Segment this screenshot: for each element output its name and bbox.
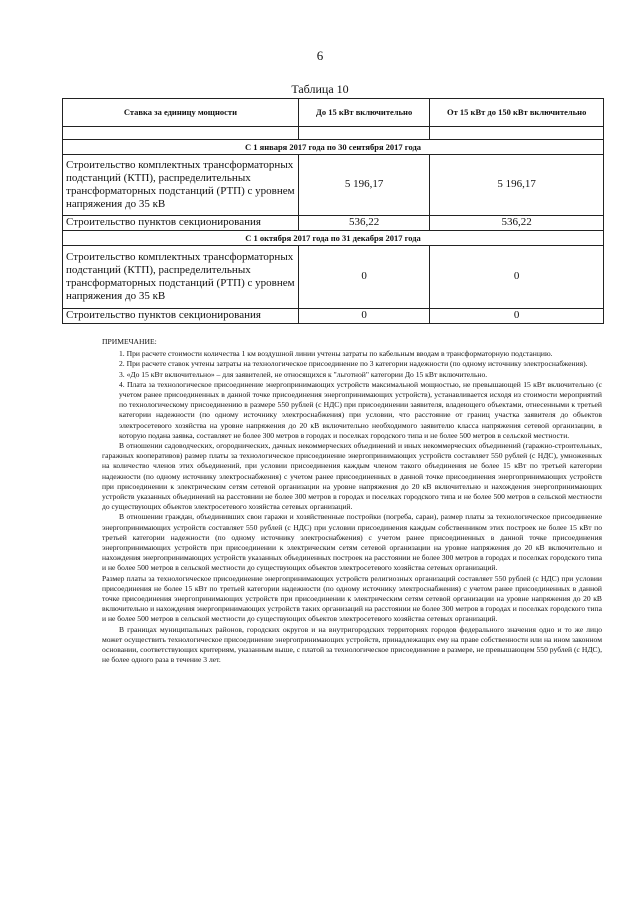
note-paragraph-garages: В отношении граждан, объединивших свои гаражи и хозяйственные постройки (погреба, сараи), размер платы за технологическое присоединение энергопринимающих устройств составляет 550 рублей (с НДС) при условии присоединения каждым собственником этих построек не более 15 кВт по третьей категории надежности (по одному источнику электроснабжения) с учетом ранее присоединенных в данной точке присоединения энергопринимающих устройств при присоединении к электрическим сетям сетевой организации на уровне напряжения до 20 кВ включительно и нахождения энергопринимающих устройств указанных объединенных построек на расстоянии не более 300 метров в городах и поселках городского типа и не более 500 метров в сельской местности до существующих объектов электросетевого хозяйства сетевых организаций. — [102, 512, 602, 573]
row-label: Строительство пунктов секционирования — [63, 309, 299, 324]
table-title: Таблица 10 — [291, 82, 349, 96]
note-2: 2. При расчете ставок учтены затраты на технологическое присоединение по 3 категории надежности (по одному источнику электроснабжения). — [119, 359, 588, 369]
period-1-label: С 1 января 2017 года по 30 сентября 2017 года — [63, 140, 604, 155]
header-rate: Ставка за единицу мощности — [63, 99, 299, 127]
page-number: 6 — [316, 48, 324, 63]
table-row — [63, 216, 604, 231]
notes-heading: ПРИМЕЧАНИЕ: — [102, 337, 157, 346]
row-value-up-to-15kw: 536,22 — [298, 216, 429, 231]
notes-section — [102, 337, 602, 666]
note-paragraph-religious: Размер платы за технологическое присоединение энергопринимающих устройств религиозных организаций составляет 550 рублей (с НДС) при условии присоединения не более 15 кВт по третьей категории надежности (по одному источнику электроснабжения) с учетом ранее присоединенных в данной точке присоединения энергопринимающих устройств при присоединении к электрическим сетям сетевой организации на уровне напряжения до 20 кВ включительно и нахождения энергопринимающих устройств таких организаций на расстоянии не более 300 метров в городах и поселках городского типа и не более 500 метров в сельской местности до существующих объектов электросетевого хозяйства сетевых организаций. — [102, 573, 602, 624]
note-paragraph-municipal: В границах муниципальных районов, городских округов и на внутригородских территориях городов федерального значения одно и то же лицо может осуществить технологическое присоединение энергопринимающих устройств, принадлежащих ему на праве собственности или на ином законном основании, соответствующих критериям, указанным выше, с платой за технологическое присоединение в размере, не превышающем 550 рублей (с НДС), не более одного раза в течение 3 лет. — [102, 624, 602, 665]
table-row — [63, 246, 604, 309]
note-1: 1. При расчете стоимости количества 1 км воздушной линии учтены затраты по кабельным вводам в трансформаторную подстанцию. — [119, 349, 553, 359]
table-row — [63, 155, 604, 216]
period-row — [63, 140, 604, 155]
header-up-to-15kw: До 15 кВт включительно — [298, 99, 429, 127]
row-value-15-to-150kw: 0 — [430, 246, 604, 309]
note-3: 3. «До 15 кВт включительно» – для заявителей, не относящихся к "льготной" категории До 15 кВт включительно. — [119, 369, 488, 379]
row-label: Строительство комплектных трансформаторных подстанций (КТП), распределительных трансформаторных подстанций (РТП) с уровнем напряжения до 35 кВ — [63, 246, 299, 309]
row-label: Строительство пунктов секционирования — [63, 216, 299, 231]
row-value-15-to-150kw: 5 196,17 — [430, 155, 604, 216]
spacer-row — [63, 127, 604, 140]
table-header-row — [63, 99, 604, 127]
row-value-15-to-150kw: 536,22 — [430, 216, 604, 231]
row-value-up-to-15kw: 0 — [298, 309, 429, 324]
note-paragraph-gardening: В отношении садоводческих, огороднических, дачных некоммерческих объединений и иных некоммерческих объединений (гаражно-строительных, гаражных кооперативов) размер платы за технологическое присоединение энергопринимающих устройств составляет 550 рублей (с НДС), умноженных на количество членов этих объединений, при условии присоединения каждым членом такого объединения не более 15 кВт по третьей категории надежности (по одному источнику электроснабжения) с учетом ранее присоединенных в данной точке присоединения энергопринимающих устройств при присоединении к электрическим сетям сетевой организации на уровне напряжения до 20 кВ включительно и нахождения энергопринимающих устройств указанных объединений на расстоянии не более 300 метров в городах и поселках городского типа и не более 500 метров в сельской местности до существующих объектов электросетевого хозяйства сетевых организаций. — [102, 441, 602, 512]
header-15-to-150kw: От 15 кВт до 150 кВт включительно — [430, 99, 604, 127]
row-value-15-to-150kw: 0 — [430, 309, 604, 324]
row-label: Строительство комплектных трансформаторных подстанций (КТП), распределительных трансформаторных подстанций (РТП) с уровнем напряжения до 35 кВ — [63, 155, 299, 216]
row-value-up-to-15kw: 5 196,17 — [298, 155, 429, 216]
row-value-up-to-15kw: 0 — [298, 246, 429, 309]
table-row — [63, 309, 604, 324]
period-row — [63, 231, 604, 246]
period-2-label: С 1 октября 2017 года по 31 декабря 2017 года — [63, 231, 604, 246]
note-4: 4. Плата за технологическое присоединение энергопринимающих устройств максимальной мощностью, не превышающей 15 кВт включительно (с учетом ранее присоединенных в данной точке присоединения энергопринимающих устройств), устанавливается исходя из стоимости мероприятий по технологическому присоединению в размере 550 рублей (с НДС) при присоединении заявителя, владеющего объектами, отнесенными к третьей категории надежности (по одному источнику электроснабжения) при условии, что расстояние от границ участка заявителя до объектов электросетевого хозяйства на уровне напряжения до 20 кВ включительно необходимого заявителю класса напряжения сетевой организации, в которую подана заявка, составляет не более 300 метров в городах и поселках городского типа и не более 500 метров в сельской местности. — [119, 379, 602, 440]
tariff-table — [62, 98, 604, 324]
